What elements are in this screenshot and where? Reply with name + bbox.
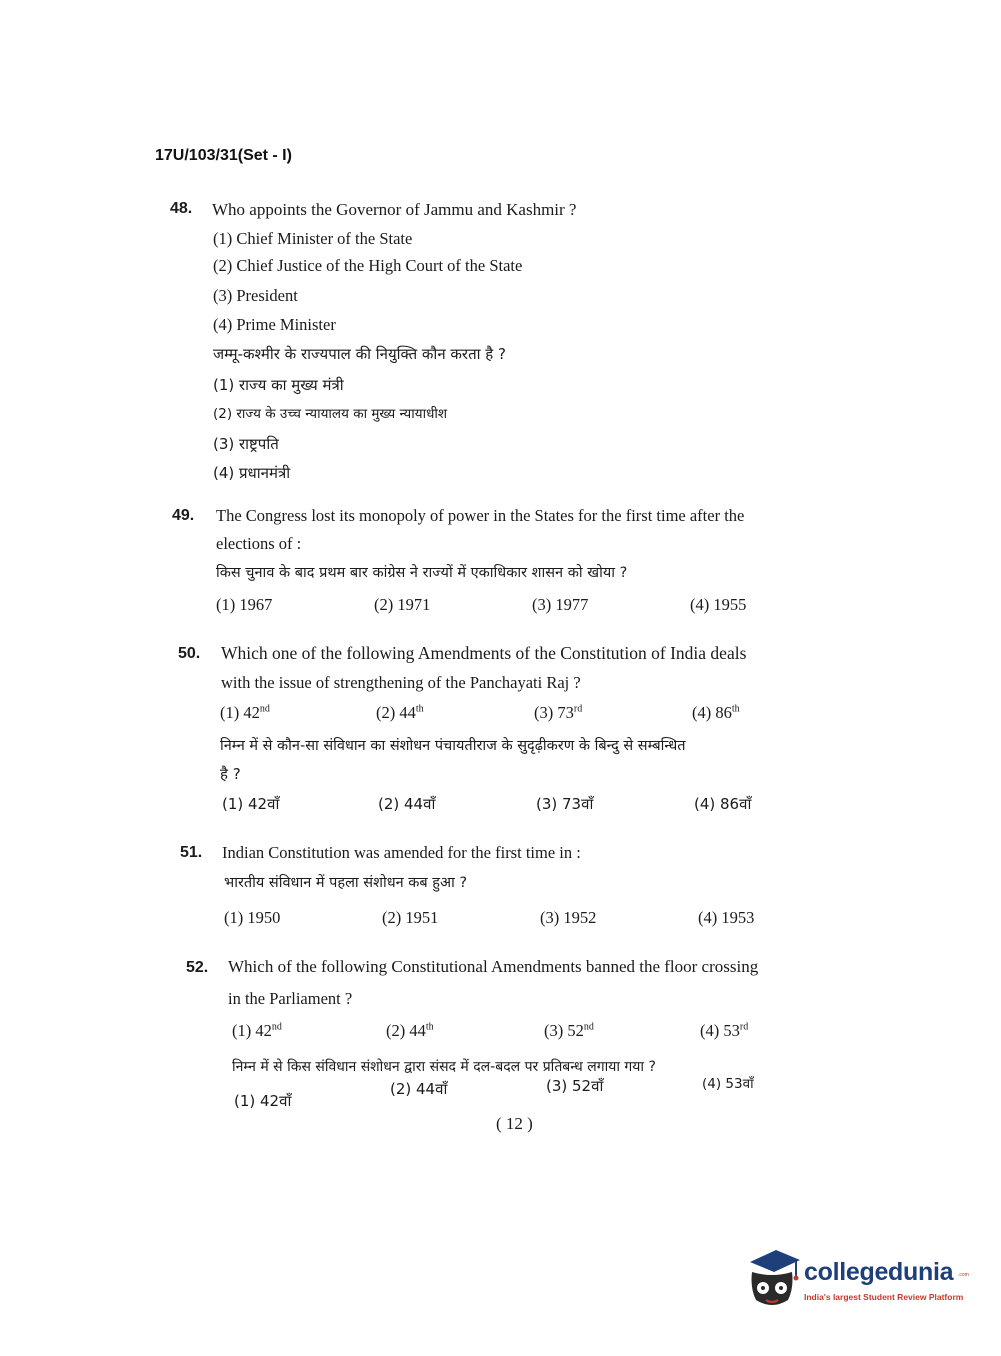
option-en-1: (1) Chief Minister of the State: [213, 229, 413, 248]
question-48: [170, 198, 870, 498]
question-text-hi: निम्न में से किस संविधान संशोधन द्वारा संसद में दल-बदल पर प्रतिबन्ध लगाया गया ?: [232, 1059, 656, 1075]
option-hi-1: (1) राज्य का मुख्य मंत्री: [213, 376, 344, 394]
options-row: [216, 595, 816, 619]
option-1: (1) 1967: [216, 595, 273, 614]
option-en-2: (2) Chief Justice of the High Court of the State: [213, 256, 523, 275]
option-en-3: (3) 73rd: [534, 703, 583, 722]
question-51: [180, 842, 860, 932]
question-text-en-line2: with the issue of strengthening of the Panchayati Raj ?: [221, 673, 581, 692]
question-text-hi-line1: निम्न में से कौन-सा संविधान का संशोधन पंचायतीराज के सुदृढ़ीकरण के बिन्दु से सम्बन्धित: [220, 738, 686, 754]
option-3: (3) 1952: [540, 908, 597, 927]
option-en-4: (4) 53rd: [700, 1021, 749, 1040]
option-hi-4: (4) प्रधानमंत्री: [213, 464, 291, 482]
option-hi-4: (4) 86वाँ: [694, 795, 752, 813]
option-en-1: (1) 42nd: [220, 703, 270, 722]
option-hi-3: (3) 52वाँ: [546, 1077, 604, 1095]
options-row: [224, 908, 824, 932]
question-text-hi: जम्मू-कश्मीर के राज्यपाल की नियुक्ति कौन करता है ?: [213, 345, 506, 363]
question-text-en-line1: The Congress lost its monopoly of power in the States for the first time after the: [216, 506, 745, 525]
brand-name: collegedunia: [804, 1258, 954, 1286]
mascot-icon: [742, 1248, 802, 1310]
option-en-3: (3) President: [213, 286, 298, 305]
question-text-en-line1: Which one of the following Amendments of the Constitution of India deals: [221, 643, 747, 663]
brand-tagline: India's largest Student Review Platform: [804, 1292, 964, 1302]
option-hi-4: (4) 53वाँ: [702, 1076, 754, 1092]
options-row-en: [220, 703, 820, 727]
paper-code: 17U/103/31(Set - I): [155, 147, 292, 164]
question-number: 49.: [172, 507, 195, 524]
question-text-en: Who appoints the Governor of Jammu and Kashmir ?: [212, 200, 577, 219]
question-text-hi: किस चुनाव के बाद प्रथम बार कांग्रेस ने राज्यों में एकाधिकार शासन को खोया ?: [216, 565, 628, 581]
page-number: ( 12 ): [496, 1114, 533, 1133]
options-row-en: [232, 1021, 832, 1045]
option-hi-3: (3) राष्ट्रपति: [213, 435, 279, 453]
option-3: (3) 1977: [532, 595, 589, 614]
question-text-en-line2: in the Parliament ?: [228, 989, 353, 1008]
option-4: (4) 1955: [690, 595, 747, 614]
option-en-2: (2) 44th: [376, 703, 424, 722]
option-hi-1: (1) 42वाँ: [222, 795, 280, 813]
option-hi-3: (3) 73वाँ: [536, 795, 594, 813]
question-text-en-line2: elections of :: [216, 534, 302, 553]
option-en-4: (4) 86th: [692, 703, 740, 722]
option-2: (2) 1951: [382, 908, 439, 927]
brand-suffix: .com: [958, 1272, 969, 1278]
options-row-hi: [234, 1076, 834, 1115]
question-number: 52.: [186, 959, 209, 976]
question-number: 51.: [180, 844, 203, 861]
option-hi-2: (2) 44वाँ: [390, 1080, 448, 1098]
option-hi-1: (1) 42वाँ: [234, 1092, 292, 1110]
option-1: (1) 1950: [224, 908, 281, 927]
collegedunia-logo: [742, 1248, 972, 1318]
question-text-en-line1: Which of the following Constitutional Amendments banned the floor crossing: [228, 957, 759, 976]
question-number: 48.: [170, 200, 193, 217]
option-en-2: (2) 44th: [386, 1021, 434, 1040]
option-en-3: (3) 52nd: [544, 1021, 594, 1040]
question-49: [172, 505, 852, 625]
option-4: (4) 1953: [698, 908, 755, 927]
question-number: 50.: [178, 645, 201, 662]
question-text-hi: भारतीय संविधान में पहला संशोधन कब हुआ ?: [224, 875, 468, 891]
options-row-hi: [222, 794, 822, 818]
question-50: [178, 643, 858, 823]
option-hi-2: (2) राज्य के उच्च न्यायालय का मुख्य न्यायाधीश: [213, 406, 448, 422]
question-text-en: Indian Constitution was amended for the first time in :: [222, 843, 581, 862]
option-en-4: (4) Prime Minister: [213, 315, 336, 334]
option-en-1: (1) 42nd: [232, 1021, 282, 1040]
option-hi-2: (2) 44वाँ: [378, 795, 436, 813]
option-2: (2) 1971: [374, 595, 431, 614]
question-52: [186, 957, 866, 1117]
question-text-hi-line2: है ?: [220, 765, 241, 783]
